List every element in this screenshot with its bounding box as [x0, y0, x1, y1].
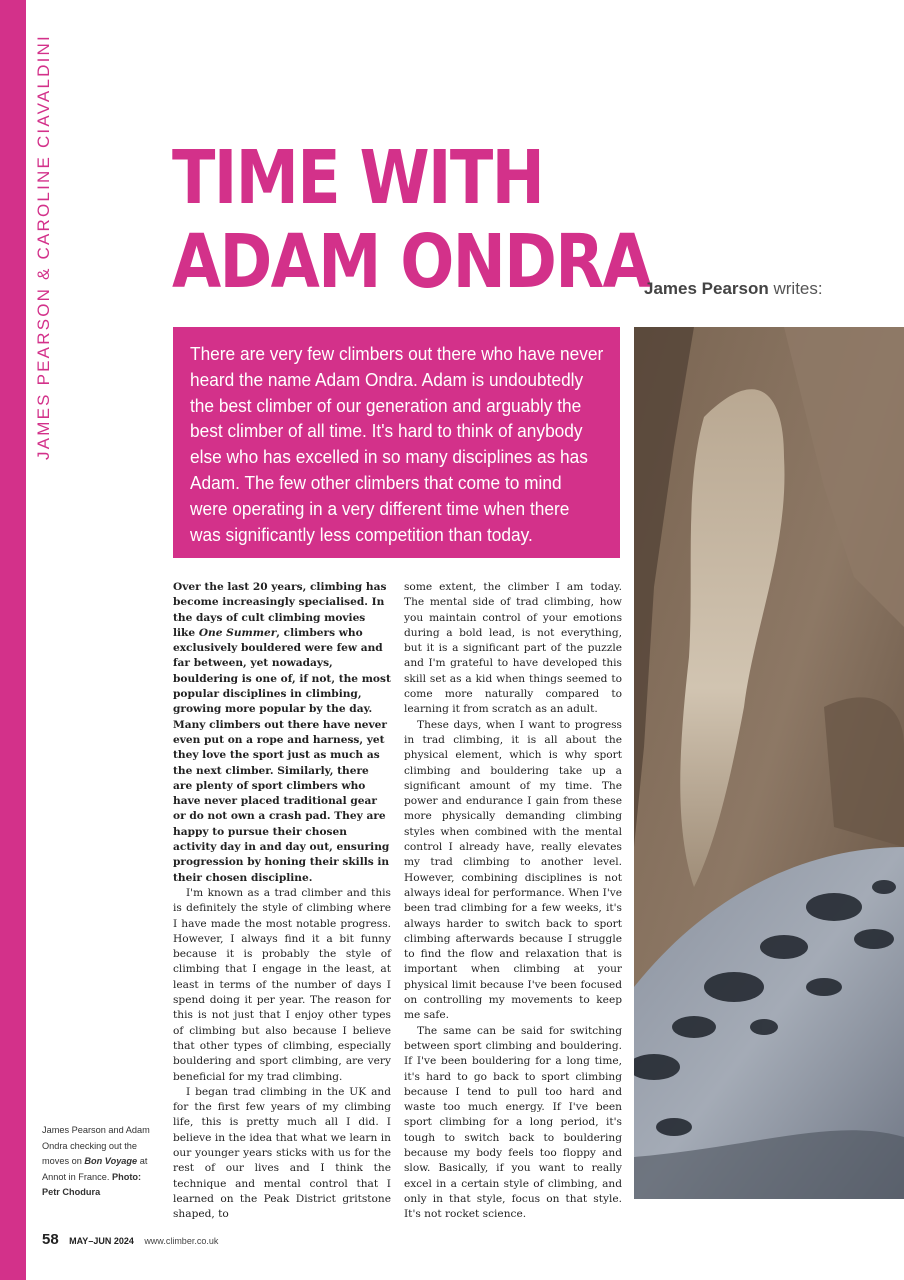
website-link[interactable]: www.climber.co.uk: [144, 1236, 219, 1246]
byline-vertical: JAMES PEARSON & CAROLINE CIAVALDINI: [34, 34, 53, 460]
body-paragraph: These days, when I want to progress in trad climbing, it is all about the physical element, which is why sport climbing and bouldering take up a significant amount of my time. The power and endurance I gain from these more physically demanding climbing styles when combined with the mental control I already have, really elevates my trad climbing to another level. However, combining disciplines is not always ideal for performance. When I've been trad climbing for a few weeks, it's always harder to switch back to sport climbing afterwards because I struggle to find the flow and relaxation that is important when climbing at your physical limit because I've been focused on controlling my movements to keep me safe.: [404, 718, 622, 1022]
issue-date: MAY–JUN 2024: [69, 1236, 134, 1246]
author-name: James Pearson: [644, 279, 769, 298]
author-writes: [644, 279, 823, 299]
body-paragraph: some extent, the climber I am today. The mental side of trad climbing, how you maintain control of your emotions during a bold lead, is not everything, but it is a significant part of the puzzle and I'm grateful to have developed this skill set as a kid when things seemed to come more naturally compared to learning it from scratch as an adult.: [404, 581, 622, 716]
article-column-1: [173, 580, 391, 1222]
rock-face-image: [634, 327, 904, 1199]
writes-suffix: writes:: [768, 279, 823, 298]
page-number: 58: [42, 1231, 59, 1248]
lead-paragraph: [173, 580, 391, 886]
title-line-2: ADAM ONDRA: [172, 219, 651, 305]
caption-route: Bon Voyage: [84, 1156, 138, 1166]
standfirst-box: [173, 327, 620, 558]
body-paragraph: The same can be said for switching between sport climbing and bouldering. If I've been bouldering for a long time, it's hard to go back to sport climbing because I tend to pull too hard and waste too much energy. If I've been sport climbing for a long period, it's tough to switch back to bouldering because my body feels too floppy and slow. Basically, if you want to really excel in a certain style of climbing, and only in that style, focus on that style. It's not rocket science.: [404, 1024, 622, 1221]
page-footer: [42, 1231, 218, 1249]
caption-credit: Photo: Petr Chodura: [42, 1171, 142, 1197]
climbing-photo: [634, 327, 904, 1199]
body-paragraph: I'm known as a trad climber and this is definitely the style of climbing where I have made the most notable progress. However, I always find it a bit funny because it is probably the style of climbing that I engage in the least, at least in terms of the number of days I spend doing it per year. The reason for this is not just that I enjoy other types of climbing but also because I believe that other types of climbing, especially bouldering and sport climbing, are very beneficial for my trad climbing.: [173, 886, 391, 1083]
film-title: One Summer: [198, 626, 277, 639]
standfirst-text: There are very few climbers out there who have never heard the name Adam Ondra. Adam is undoubtedly the best climber of our generation and arguably the best climber of all time. It's hard to think of anybody else who has excelled in so many disciplines as has Adam. The few other climbers that come to mind were operating in a very different time when there was significantly less competition than today.: [190, 343, 604, 545]
lead-text-b: , climbers who exclusively bouldered were few and far between, yet nowadays, bouldering is one of, if not, the most popular disciplines in climbing, growing more popular by the day. Many climbers out there have never even put on a rope and harness, yet they love the sport just as much as the next climber. Similarly, there are plenty of sport climbers who have never placed traditional gear or do not own a crash pad. They are happy to pursue their chosen activity day in and day out, ensuring progression by honing their skills in their chosen discipline.: [173, 626, 391, 884]
page-title: [172, 135, 651, 305]
article-column-2: [404, 580, 622, 1222]
lead-text-a: Over the last 20 years, climbing has become increasingly specialised. In the days of cult climbing movies like: [173, 581, 387, 639]
title-line-1: TIME WITH: [172, 135, 544, 221]
caption-text-b: at Annot in France.: [42, 1156, 148, 1182]
photo-caption: [42, 1123, 154, 1201]
body-paragraph: I began trad climbing in the UK and for the first few years of my climbing life, this is pretty much all I did. I believe in the idea that what we learn in our younger years sticks with us for the rest of our lives and I think the technique and mental control that I learned on the Peak District gritstone shaped, to: [173, 1085, 391, 1221]
accent-bar: [0, 0, 26, 1280]
caption-text-a: James Pearson and Adam Ondra checking out the moves on: [42, 1125, 150, 1166]
